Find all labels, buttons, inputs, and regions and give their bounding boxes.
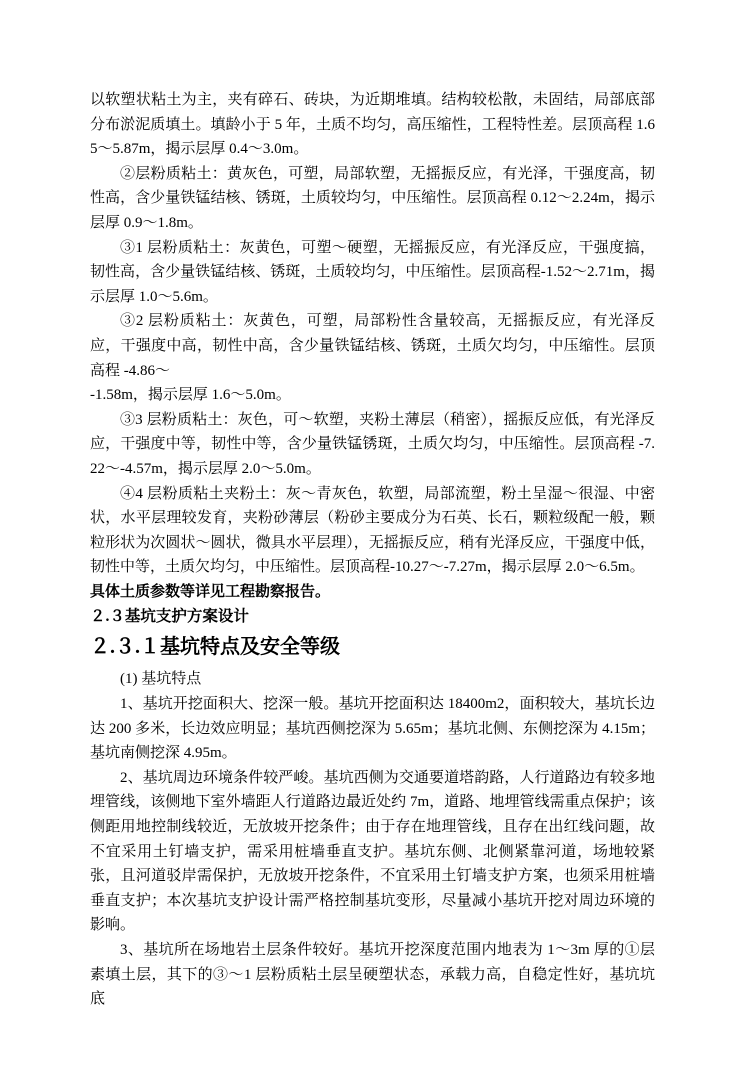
paragraph-layer3-2: ③2 层粉质粘土：灰黄色，可塑，局部粉性含量较高，无摇振反应，有光泽反应，干强度中高，韧性中高，含少量铁锰结核、锈斑，土质欠均匀，中压缩性。层顶高程 -4.86～ (90, 313, 655, 379)
paragraph-feature-1: 1、基坑开挖面积大、挖深一般。基坑开挖面积达 18400m2，面积较大，基坑长边达 200 多米，长边效应明显；基坑西侧挖深为 5.65m；基坑北侧、东侧挖深为 4.15m；基坑南侧挖深 4.95m。 (90, 696, 655, 762)
paragraph-layer1-continued: 以软塑状粘土为主，夹有碎石、砖块，为近期堆填。结构较松散，未固结，局部底部分布淤泥质填土。填龄小于 5 年，土质不均匀，高压缩性，工程特性差。层顶高程 1.65～5.87m，揭示层厚 0.4～3.0m。 (90, 92, 655, 158)
paragraph-feature-3: 3、基坑所在场地岩土层条件较好。基坑开挖深度范围内地表为 1～3m 厚的①层素填土层，其下的③～1 层粉质粘土层呈硬塑状态，承载力高，自稳定性好，基坑坑底 (90, 942, 655, 1008)
paragraph-layer2: ②层粉质粘土：黄灰色，可塑，局部软塑，无摇振反应，有光泽，干强度高，韧性高，含少量铁锰结核、锈斑，土质较均匀，中压缩性。层顶高程 0.12～2.24m，揭示层厚 0.9～1.8m。 (90, 165, 655, 231)
subsection-label-pit-features: (1) 基坑特点 (120, 671, 202, 688)
section-heading-2-3-1: ２.３.１基坑特点及安全等级 (90, 636, 340, 659)
note-see-survey-report: 具体土质参数等详见工程勘察报告。 (90, 583, 331, 600)
paragraph-layer4-4: ④4 层粉质粘土夹粉土：灰～青灰色，软塑，局部流塑，粉土呈湿～很湿、中密状，水平层理较发育，夹粉砂薄层（粉砂主要成分为石英、长石，颗粒级配一般，颗粒形状为次圆状～圆状，微具水平层理），无摇振反应，稍有光泽反应，干强度中低，韧性中等，土质欠均匀，中压缩性。层顶高程-10.27～-7.27m，揭示层厚 2.0～6.5m。 (90, 485, 655, 576)
paragraph-feature-2: 2、基坑周边环境条件较严峻。基坑西侧为交通要道塔韵路，人行道路边有较多地埋管线，该侧地下室外墙距人行道路边最近处约 7m，道路、地埋管线需重点保护；该侧距用地控制线较近，无放坡开挖条件；由于存在地理管线，且存在出红线问题，故不宜采用土钉墙支护，需采用桩墙垂直支护。基坑东侧、北侧紧靠河道，场地较紧张，且河道驳岸需保护，无放坡开挖条件，不宜采用土钉墙支护方案，也须采用桩墙垂直支护；本次基坑支护设计需严格控制基坑变形，尽量减小基坑开挖对周边环境的影响。 (90, 769, 655, 934)
paragraph-layer3-2-continued: -1.58m，揭示层厚 1.6～5.0m。 (90, 387, 291, 404)
paragraph-layer3-1: ③1 层粉质粘土：灰黄色，可塑～硬塑，无摇振反应，有光泽反应，干强度搞，韧性高，含少量铁锰结核、锈斑，土质较均匀，中压缩性。层顶高程-1.52～2.71m，揭示层厚 1.0～5.6m。 (90, 239, 655, 305)
paragraph-layer3-3: ③3 层粉质粘土：灰色，可～软塑，夹粉土薄层（稍密），摇振反应低，有光泽反应，干强度中等，韧性中等，含少量铁锰锈斑，土质欠均匀，中压缩性。层顶高程 -7.22～-4.57m，揭示层厚 2.0～5.0m。 (90, 411, 655, 477)
document-body (90, 88, 655, 1012)
section-heading-2-3: ２.３基坑支护方案设计 (90, 608, 249, 626)
